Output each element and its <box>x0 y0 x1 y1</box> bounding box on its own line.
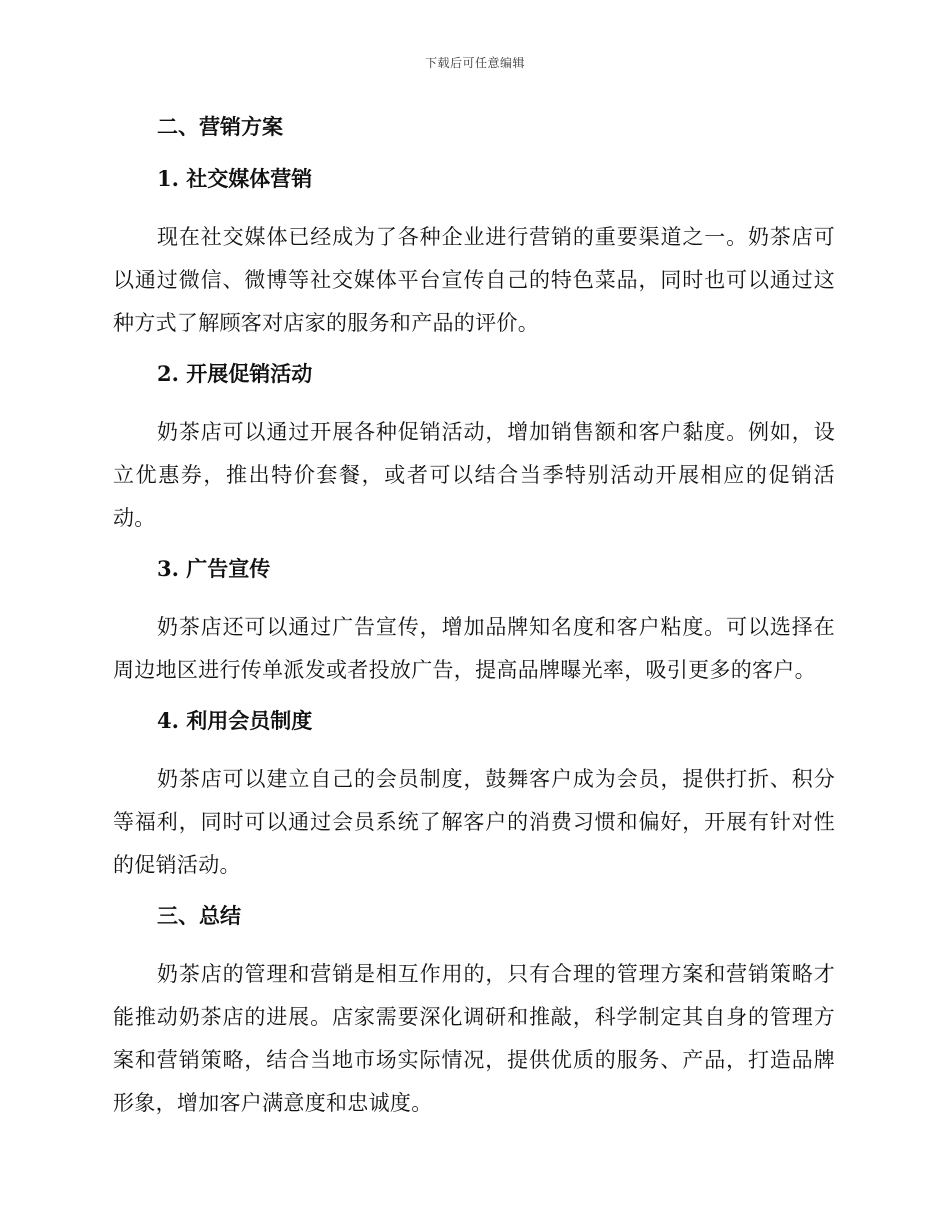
document-body <box>113 112 835 1125</box>
paragraph-promotions: 奶茶店可以通过开展各种促销活动，增加销售额和客户黏度。例如，设立优惠券，推出特价套餐，或者可以结合当季特别活动开展相应的促销活动。 <box>113 420 835 530</box>
paragraph-membership: 奶茶店可以建立自己的会员制度，鼓舞客户成为会员，提供打折、积分等福利，同时可以通过会员系统了解客户的消费习惯和偏好，开展有针对性的促销活动。 <box>113 767 835 877</box>
section-title-marketing: 二、营销方案 <box>157 114 283 139</box>
subsection-title-advertising: 3. 广告宣传 <box>157 556 271 581</box>
page-header: 下载后可任意编辑 <box>424 56 525 70</box>
section-title-summary: 三、总结 <box>157 903 241 928</box>
subsection-title-promotions: 2. 开展促销活动 <box>157 361 313 386</box>
subsection-title-social-media: 1. 社交媒体营销 <box>157 166 313 191</box>
subsection-title-membership: 4. 利用会员制度 <box>157 708 313 733</box>
paragraph-advertising: 奶茶店还可以通过广告宣传，增加品牌知名度和客户粘度。可以选择在周边地区进行传单派发或者投放广告，提高品牌曝光率，吸引更多的客户。 <box>113 615 835 682</box>
paragraph-summary: 奶茶店的管理和营销是相互作用的，只有合理的管理方案和营销策略才能推动奶茶店的进展。店家需要深化调研和推敲，科学制定其自身的管理方案和营销策略，结合当地市场实际情况，提供优质的服务、产品，打造品牌形象，增加客户满意度和忠诚度。 <box>113 962 835 1115</box>
paragraph-social-media: 现在社交媒体已经成为了各种企业进行营销的重要渠道之一。奶茶店可以通过微信、微博等社交媒体平台宣传自己的特色菜品，同时也可以通过这种方式了解顾客对店家的服务和产品的评价。 <box>113 225 835 335</box>
